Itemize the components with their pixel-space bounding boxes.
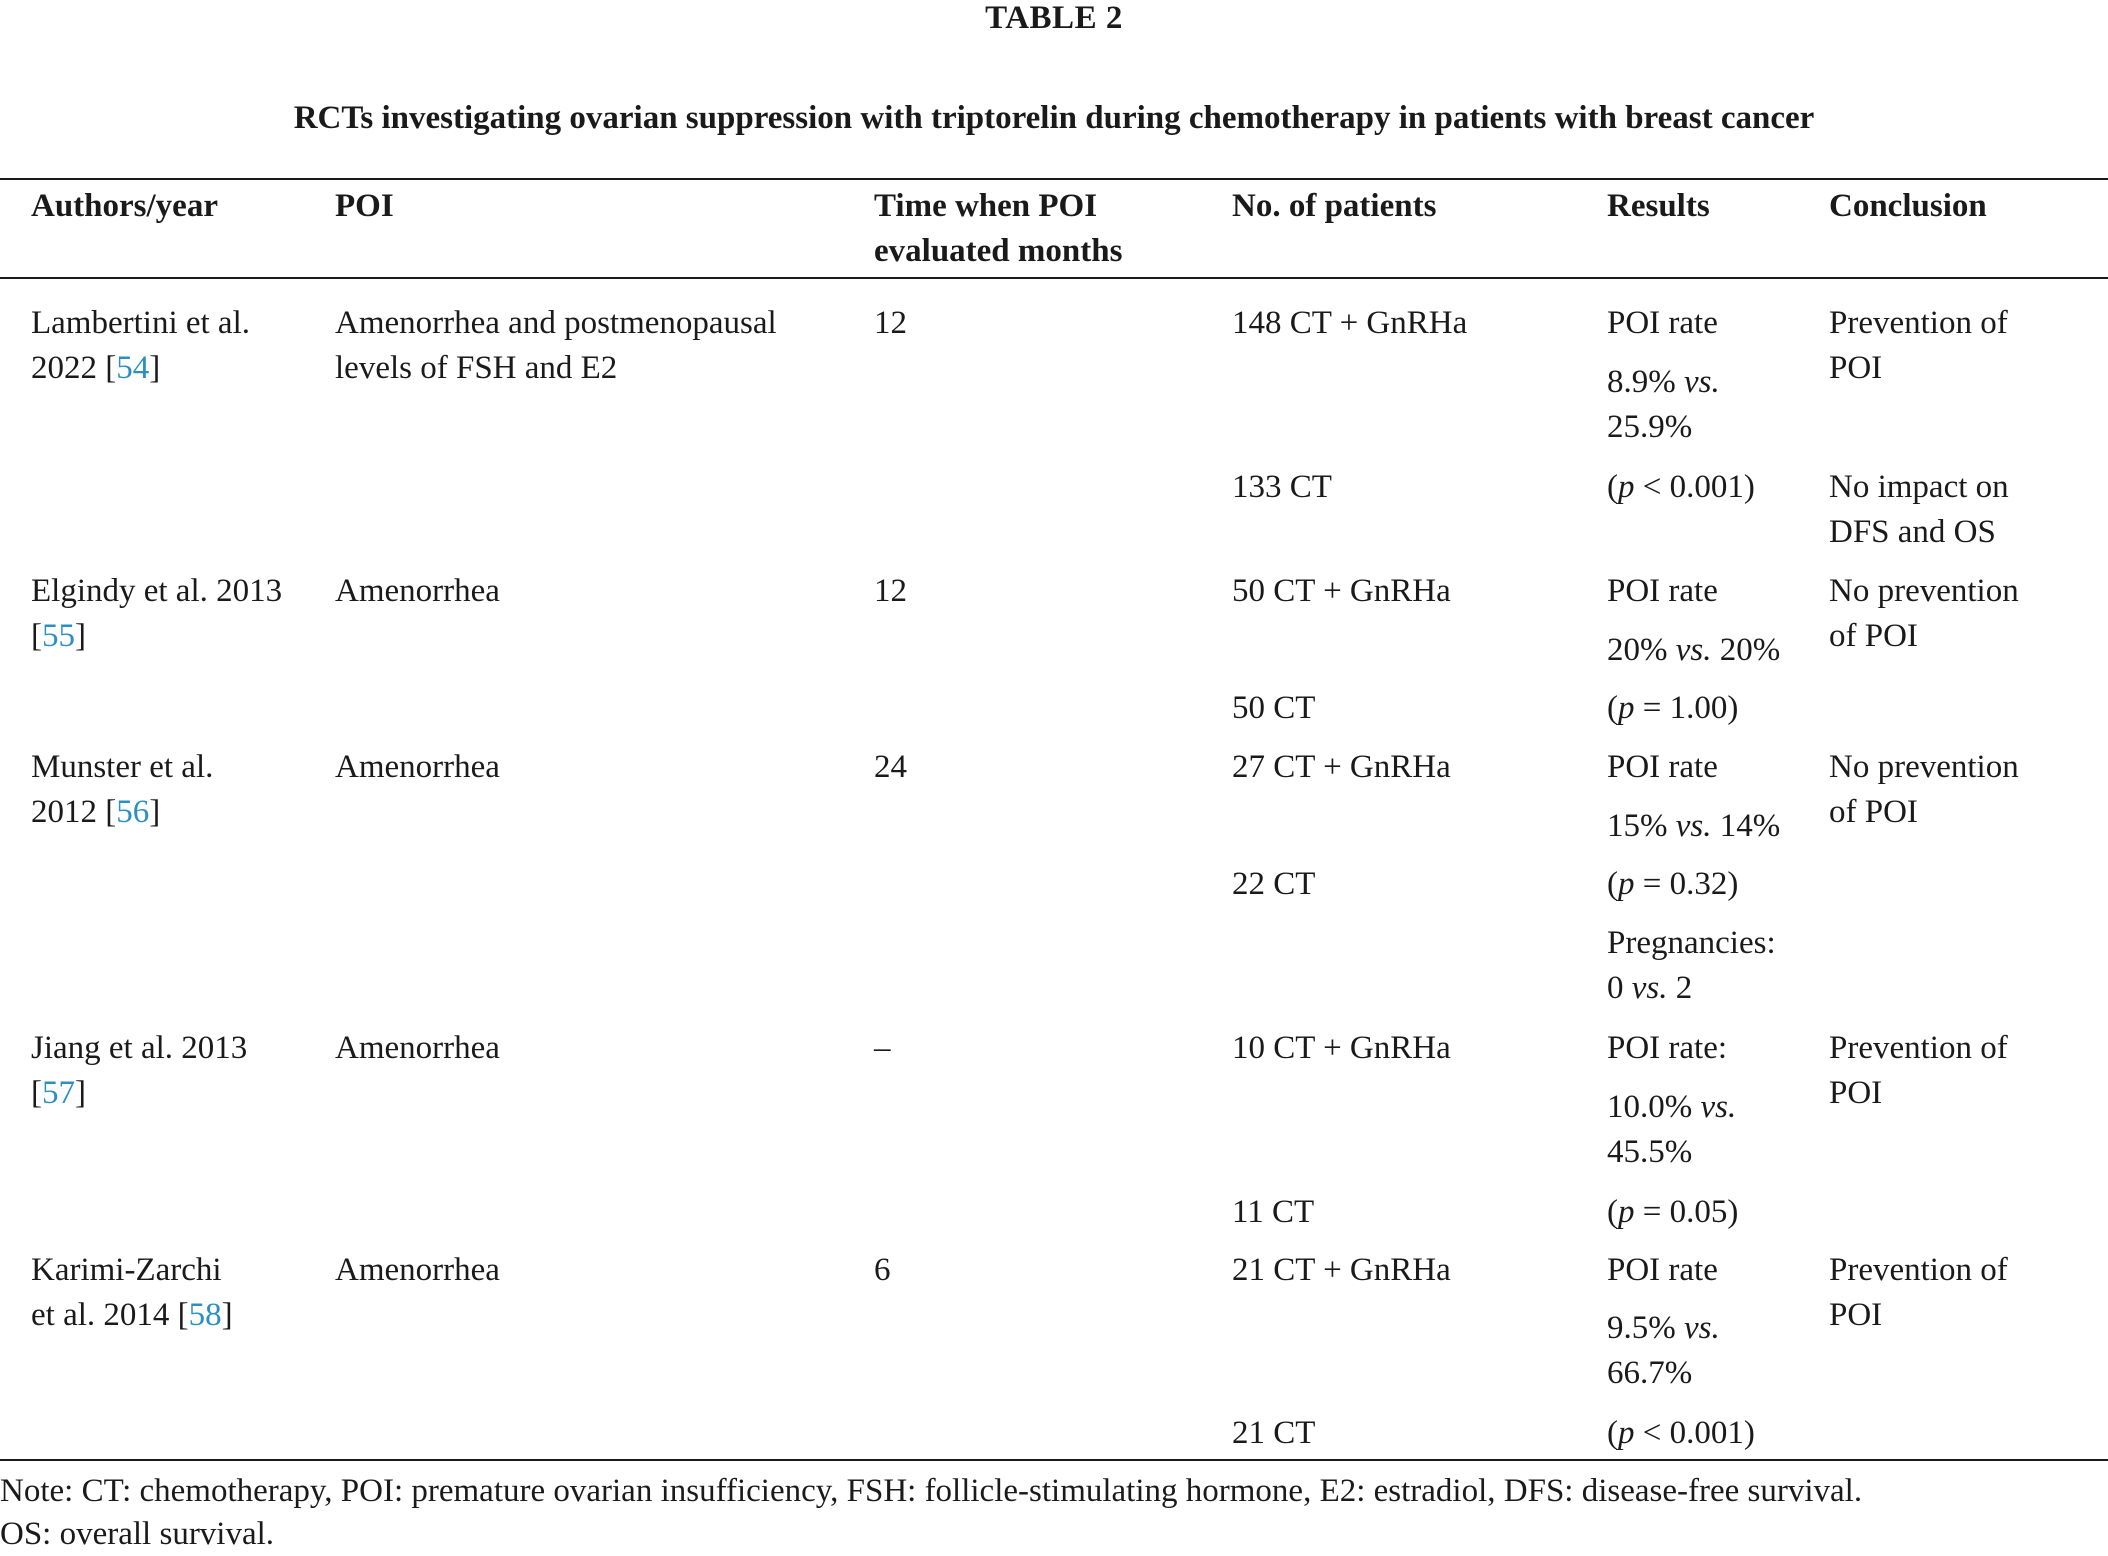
conclusion-line: No prevention [1829,573,2019,609]
p-symbol: p [1618,690,1635,726]
author-line [31,346,250,391]
conclusion-cell [1829,1248,2008,1338]
result-p-value [1607,686,1738,731]
author-cell [31,301,250,391]
vs-label: vs. [1700,1089,1737,1125]
patients-control: 133 CT [1232,469,1332,505]
time-cell: 6 [874,1252,891,1288]
time-cell: – [874,1030,891,1066]
patients-control: 50 CT [1232,690,1316,726]
paren: ( [1607,1415,1618,1451]
rate-value: 8.9% [1607,364,1684,400]
conclusion-line: No impact on [1829,469,2009,505]
conclusion-line: POI [1829,350,1883,386]
result-head: POI rate [1607,749,1718,785]
bracket: ] [149,794,161,830]
result-head: POI rate [1607,1252,1718,1288]
rate-value: 25.9% [1607,409,1693,445]
paren: ( [1607,1194,1618,1230]
author-cell [31,745,213,835]
author-cell [31,1248,233,1338]
conclusion-line: No prevention [1829,749,2019,785]
p-value: < 0.001) [1634,1415,1755,1451]
p-symbol: p [1618,469,1635,505]
result-p-value [1607,862,1738,907]
pregnancies-value [1607,966,1776,1011]
vs-label: vs. [1675,808,1712,844]
vs-label: vs. [1675,632,1712,668]
header-authors: Authors/year [31,188,218,224]
conclusion-line: Prevention of [1829,1030,2008,1066]
result-head: POI rate [1607,305,1718,341]
result-rate [1607,804,1780,849]
header-results: Results [1607,188,1710,224]
result-rate-line [1607,1085,1736,1130]
rate-value: 20% [1711,632,1781,668]
time-cell: 12 [874,573,907,609]
reference-link[interactable]: 58 [188,1297,222,1333]
conclusion-extra [1829,465,2009,555]
author-cell [31,1026,247,1116]
paren: ( [1607,690,1618,726]
rate-value: 9.5% [1607,1310,1684,1346]
conclusion-line: POI [1829,1075,1883,1111]
table-label: TABLE 2 [985,0,1123,36]
patients-control: 21 CT [1232,1415,1316,1451]
header-patients: No. of patients [1232,188,1437,224]
table-title: RCTs investigating ovarian suppression with triptorelin during chemotherapy in patients with breast cancer [293,100,1815,136]
bracket: ] [149,350,161,386]
poi-cell: Amenorrhea [335,749,500,785]
bracket: [ [31,618,42,654]
poi-cell [335,301,777,391]
p-value: = 0.05) [1634,1194,1739,1230]
result-p-value [1607,1190,1738,1235]
author-line: Jiang et al. 2013 [31,1030,248,1066]
result-head: POI rate: [1607,1030,1728,1066]
conclusion-cell [1829,569,2019,659]
table-note [0,1470,2108,1556]
p-symbol: p [1618,1194,1635,1230]
rate-value: 10.0% [1607,1089,1701,1125]
result-p-value [1607,465,1755,510]
paren: ( [1607,469,1618,505]
p-symbol: p [1618,1415,1635,1451]
patients-treated: 10 CT + GnRHa [1232,1030,1451,1066]
author-line: Karimi-Zarchi [31,1252,222,1288]
vs-label: vs. [1631,970,1668,1006]
bracket: ] [221,1297,233,1333]
result-p-value [1607,1411,1755,1456]
author-year: 2012 [ [31,794,117,830]
rate-value: 66.7% [1607,1355,1693,1391]
rate-value: 45.5% [1607,1134,1693,1170]
time-cell: 12 [874,305,907,341]
bracket: ] [75,618,86,654]
bracket: [ [31,1075,42,1111]
result-rate [1607,1085,1736,1175]
result-head: POI rate [1607,573,1718,609]
reference-link[interactable]: 55 [42,618,75,654]
p-value: < 0.001) [1634,469,1755,505]
reference-link[interactable]: 56 [116,794,150,830]
header-time-line2: evaluated months [874,233,1123,269]
patients-treated: 148 CT + GnRHa [1232,305,1468,341]
conclusion-line: Prevention of [1829,305,2008,341]
poi-cell: Amenorrhea [335,1252,500,1288]
paren: ( [1607,866,1618,902]
reference-link[interactable]: 54 [116,350,150,386]
result-rate-line [1607,360,1720,405]
patients-control: 11 CT [1232,1194,1315,1230]
patients-treated: 21 CT + GnRHa [1232,1252,1451,1288]
author-line: Munster et al. [31,749,214,785]
poi-line: levels of FSH and E2 [335,350,618,386]
pregnancies-label: Pregnancies: [1607,925,1776,961]
vs-label: vs. [1684,1310,1720,1346]
author-year: 2022 [ [31,350,117,386]
rate-value: 14% [1711,808,1781,844]
p-value: = 0.32) [1634,866,1739,902]
p-value: = 1.00) [1634,690,1739,726]
author-line: Lambertini et al. [31,305,250,341]
header-conclusion: Conclusion [1829,188,1987,224]
conclusion-line: Prevention of [1829,1252,2008,1288]
header-poi: POI [335,188,394,224]
p-symbol: p [1618,866,1635,902]
conclusion-cell [1829,301,2008,391]
top-rule [0,178,2108,180]
author-line [31,614,282,659]
poi-cell: Amenorrhea [335,573,500,609]
author-line [31,1071,247,1116]
note-line: Note: CT: chemotherapy, POI: premature ovarian insufficiency, FSH: follicle-stimulating hormone, E2: estradiol, DFS: disease-free survival. [0,1473,1863,1509]
header-time-line1: Time when POI [874,188,1098,224]
preg-value: 0 [1607,970,1632,1006]
patients-control: 22 CT [1232,866,1316,902]
bracket: ] [75,1075,86,1111]
result-rate [1607,360,1720,450]
result-rate [1607,628,1780,673]
conclusion-cell [1829,1026,2008,1116]
result-rate-line [1607,1306,1720,1351]
result-pregnancies [1607,921,1776,1011]
rate-value: 15% [1607,808,1676,844]
patients-treated: 27 CT + GnRHa [1232,749,1451,785]
conclusion-line: of POI [1829,618,1918,654]
reference-link[interactable]: 57 [42,1075,75,1111]
bottom-rule [0,1459,2108,1461]
conclusion-line: of POI [1829,794,1918,830]
author-line [31,790,213,835]
vs-label: vs. [1684,364,1720,400]
conclusion-line: POI [1829,1297,1883,1333]
time-cell: 24 [874,749,907,785]
author-cell [31,569,282,659]
poi-cell: Amenorrhea [335,1030,500,1066]
patients-treated: 50 CT + GnRHa [1232,573,1451,609]
author-line [31,1293,233,1338]
rate-value: 20% [1607,632,1676,668]
conclusion-line: DFS and OS [1829,514,1996,550]
poi-line: Amenorrhea and postmenopausal [335,305,777,341]
header-time [874,184,1122,274]
note-line: OS: overall survival. [0,1516,275,1552]
header-rule [0,277,2108,279]
preg-value: 2 [1667,970,1693,1006]
author-year: et al. 2014 [ [31,1297,189,1333]
conclusion-cell [1829,745,2019,835]
result-rate [1607,1306,1720,1396]
author-line: Elgindy et al. 2013 [31,573,283,609]
